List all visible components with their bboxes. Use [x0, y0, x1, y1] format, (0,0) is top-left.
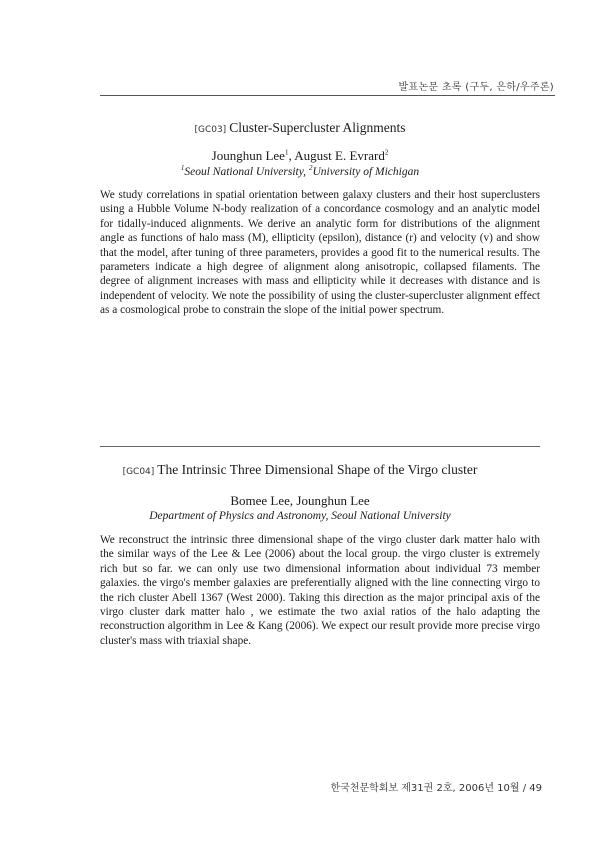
- abstract-gc03-authors: [0, 148, 600, 164]
- section-divider: [100, 446, 540, 447]
- author-name: , August E. Evrard: [288, 148, 385, 163]
- running-head: 발표논문 초록 (구두, 은하/우주론): [398, 82, 554, 93]
- abstract-code: [GC04]: [122, 467, 155, 477]
- abstract-title-text: Cluster-Supercluster Alignments: [229, 120, 406, 135]
- page-footer: 한국천문학회보 제31권 2호, 2006년 10월 / 49: [330, 783, 542, 794]
- affil-sup: 2: [308, 164, 313, 172]
- abstract-code: [GC03]: [194, 125, 227, 135]
- abstract-gc04-authors: Bomee Lee, Jounghun Lee: [230, 493, 370, 508]
- author-sup: 2: [384, 148, 389, 157]
- author-name: Jounghun Lee: [211, 148, 285, 163]
- abstract-gc03-affiliation: [0, 164, 600, 178]
- affil-sup: 1: [180, 164, 185, 172]
- abstract-gc03-body: We study correlations in spatial orientation between galaxy clusters and their host superclusters using a Hubble Volume N-body realization of a concordance cosmology and an analytic model for tidally-induced alignments. We derive an analytic form for distributions of the alignment angle as functions of halo mass (M), ellipticity (epsilon), distance (r) and velocity (v) and show that the model, after tuning of three parameters, provides a good fit to the numerical results. The parameters indicate a high degree of alignment along anisotropic, collapsed filaments. The degree of alignment increases with mass and ellipticity while it decreases with distance and is independent of velocity. We note the possibility of using the cluster-supercluster alignment effect as a cosmological probe to constrain the slope of the initial power spectrum.: [100, 189, 540, 317]
- affil-text: University of Michigan: [312, 165, 420, 178]
- abstract-gc04-body: We reconstruct the intrinsic three dimensional shape of the virgo cluster dark matter halo with the similar ways of the Lee & Lee (2006) about the local group. the virgo cluster is extremely rich but so far. we can only use two dimensional information about individual 73 member galaxies. the virgo's member galaxies are preferentially aligned with the line connecting virgo to the rich cluster Abell 1367 (West 2000). Taking this direction as the major principal axis of the virgo cluster dark matter halo , we estimate the two axial ratios of the halo adapting the reconstruction algorithm in Lee & Kang (2006). We expect our result provide more precise virgo cluster's mass with triaxial shape.: [100, 534, 540, 647]
- affil-text: Seoul National University,: [184, 165, 309, 178]
- abstract-gc04-title: [0, 462, 600, 478]
- header-rule: [100, 95, 555, 96]
- abstract-gc04-affiliation: Department of Physics and Astronomy, Seoul National University: [149, 510, 451, 522]
- abstract-gc03-title: [0, 120, 600, 136]
- author-sup: 1: [284, 148, 289, 157]
- abstract-title-text: The Intrinsic Three Dimensional Shape of the Virgo cluster: [157, 462, 478, 477]
